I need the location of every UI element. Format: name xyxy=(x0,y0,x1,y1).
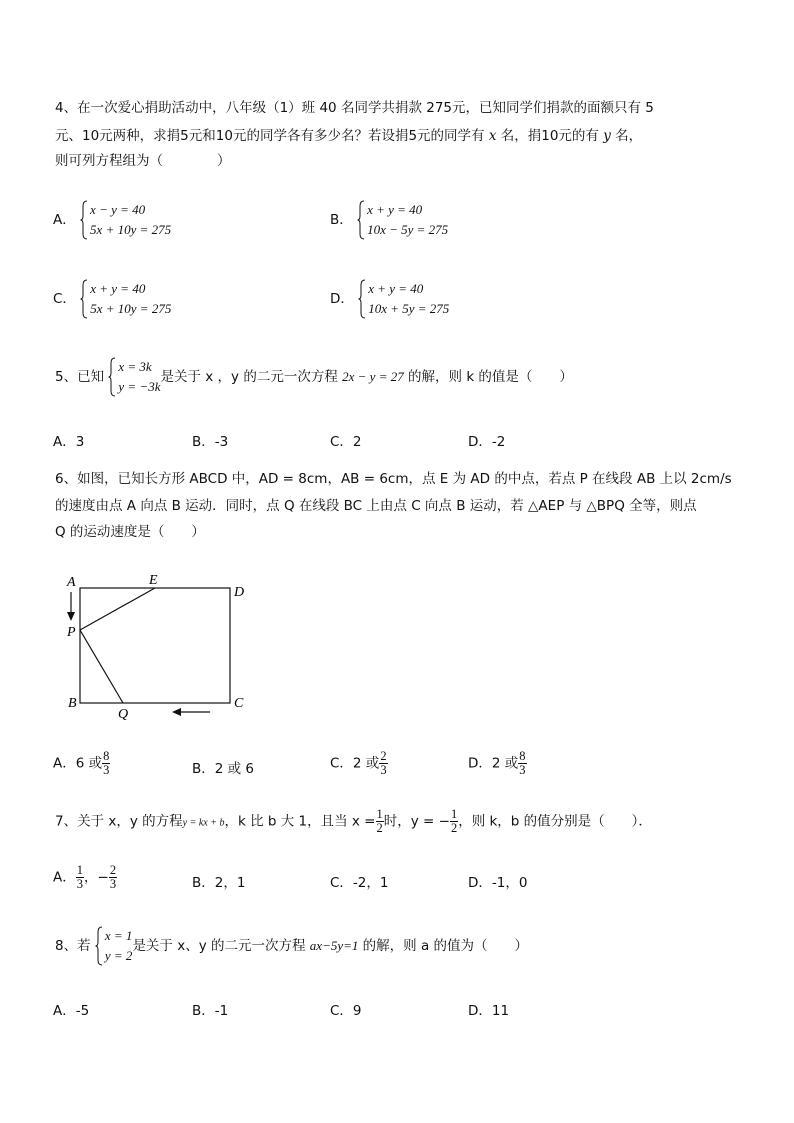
q8-option-c[interactable]: C．9 xyxy=(330,1003,362,1019)
q7-option-b[interactable]: B．2，1 xyxy=(192,875,246,891)
q6-option-c[interactable] xyxy=(330,750,388,777)
q7-option-c[interactable]: C．-2，1 xyxy=(330,875,389,891)
q8-eq2: y = 2 xyxy=(104,948,133,963)
rectangle-abcd xyxy=(80,588,230,703)
brace-icon xyxy=(80,279,88,319)
q6-option-d-label: D．2 或 xyxy=(468,755,519,772)
q7-stem xyxy=(55,808,652,835)
q4-option-b-system xyxy=(357,200,448,240)
q4-text-a: 元、10元两种，求捐5元和10元的同学各有多少名？若设捐5元的同学有 xyxy=(55,128,489,144)
q5-suffix: 的解，则 k 的值是（ ） xyxy=(403,369,573,385)
q4-option-d[interactable] xyxy=(330,279,449,319)
brace-icon xyxy=(108,357,116,397)
q4-var-y: y xyxy=(603,128,611,144)
q5-option-b[interactable]: B．-3 xyxy=(192,434,229,450)
q4-option-d-system xyxy=(358,279,449,319)
q6-option-a-label: A．6 或 xyxy=(53,755,103,772)
q8-prefix: 8、若 xyxy=(55,938,91,954)
q5-option-d[interactable]: D．-2 xyxy=(468,434,506,450)
label-b: B xyxy=(68,696,77,711)
fraction-denominator: 3 xyxy=(380,763,387,777)
label-a: A xyxy=(67,575,76,590)
q7-prefix: 7、关于 x，y 的方程 xyxy=(55,813,183,830)
segment-pq xyxy=(80,630,123,703)
segment-pe xyxy=(80,588,155,630)
q5-system xyxy=(108,357,160,397)
brace-icon xyxy=(357,200,365,240)
q7-fraction-1 xyxy=(376,808,384,835)
q4-option-b-eq2: 10x − 5y = 275 xyxy=(367,222,449,237)
q7-suffix: ，则 k，b 的值分别是（ ）． xyxy=(458,813,652,830)
q4-option-a-system xyxy=(80,200,171,240)
q4-option-c-system xyxy=(80,279,171,319)
q4-text-b: 名，捐10元的有 xyxy=(496,128,604,144)
q4-line-3: 则可列方程组为（ ） xyxy=(55,153,231,169)
brace-icon xyxy=(358,279,366,319)
q7-mid-1: ，k 比 b 大 1，且当 x = xyxy=(224,813,376,830)
q4-option-b-label: B． xyxy=(330,212,353,228)
fraction-numerator: 1 xyxy=(376,807,383,821)
q6-line-1: 6、如图，已知长方形 ABCD 中，AD = 8cm，AB = 6cm，点 E 为 AD 的中点，若点 P 在线段 AB 上以 2cm/s xyxy=(55,471,732,487)
q5-equation: 2x − y = 27 xyxy=(342,369,404,384)
q6-line-2: 的速度由点 A 向点 B 运动．同时，点 Q 在线段 BC 上由点 C 向点 B 运动，若 △AEP 与 △BPQ 全等，则点 xyxy=(55,498,697,514)
q8-option-b[interactable]: B．-1 xyxy=(192,1003,229,1019)
fraction-denominator: 3 xyxy=(76,877,83,891)
q8-middle: 是关于 x、y 的二元一次方程 xyxy=(132,938,310,954)
label-e: E xyxy=(149,573,158,588)
q7-mid-2: 时，y = − xyxy=(383,813,450,830)
q5-option-a[interactable]: A．3 xyxy=(53,434,85,450)
q5-prefix: 5、已知 xyxy=(55,369,105,385)
q7-option-d[interactable]: D．-1，0 xyxy=(468,875,528,891)
fraction-denominator: 2 xyxy=(450,821,458,835)
q5-eq2: y = −3k xyxy=(118,379,161,394)
fraction-denominator: 2 xyxy=(376,821,383,835)
q7-option-a-fraction-1 xyxy=(76,864,84,891)
q6-option-a-fraction xyxy=(102,750,110,777)
q4-option-c-eq1: x + y = 40 xyxy=(90,281,146,296)
q6-option-c-fraction xyxy=(379,750,387,777)
q4-option-b-eq1: x + y = 40 xyxy=(367,202,423,217)
q5-middle: 是关于 x ，y 的二元一次方程 xyxy=(160,369,343,385)
q5-option-c[interactable]: C．2 xyxy=(330,434,362,450)
fraction-denominator: 3 xyxy=(109,877,117,891)
q8-suffix: 的解，则 a 的值为（ ） xyxy=(358,938,529,954)
q4-option-d-eq1: x + y = 40 xyxy=(368,281,424,296)
q7-option-a-separator: ，− xyxy=(84,869,109,886)
q6-option-c-label: C．2 或 xyxy=(330,755,380,772)
q8-equation: ax−5y=1 xyxy=(309,938,359,953)
fraction-numerator: 8 xyxy=(519,749,526,763)
q6-option-d-fraction xyxy=(518,750,526,777)
q8-option-a[interactable]: A．-5 xyxy=(53,1003,90,1019)
q5-eq1: x = 3k xyxy=(118,359,152,374)
q4-option-a-label: A． xyxy=(53,212,76,228)
q6-option-d[interactable] xyxy=(468,750,527,777)
q4-option-a[interactable] xyxy=(53,200,171,240)
fraction-numerator: 2 xyxy=(109,863,117,877)
q4-option-c-label: C． xyxy=(53,291,76,307)
q4-option-b[interactable] xyxy=(330,200,448,240)
q7-option-a-label: A． xyxy=(53,869,76,886)
q4-option-d-label: D． xyxy=(330,291,354,307)
fraction-denominator: 3 xyxy=(519,763,526,777)
label-p: P xyxy=(67,625,76,640)
q7-equation: y = kx + b xyxy=(182,817,225,829)
arrow-left-icon xyxy=(172,708,181,716)
q4-option-a-eq2: 5x + 10y = 275 xyxy=(90,222,172,237)
q8-system xyxy=(95,926,133,966)
q6-option-b[interactable]: B．2 或 6 xyxy=(192,761,255,777)
label-q: Q xyxy=(118,707,129,722)
q4-option-a-eq1: x − y = 40 xyxy=(90,202,146,217)
q4-option-c-eq2: 5x + 10y = 275 xyxy=(90,301,172,316)
q4-var-x: x xyxy=(488,128,497,144)
q8-eq1: x = 1 xyxy=(104,928,133,943)
fraction-numerator: 8 xyxy=(103,749,110,763)
q4-line-2 xyxy=(55,126,642,146)
q4-option-c[interactable] xyxy=(53,279,171,319)
fraction-denominator: 3 xyxy=(103,763,110,777)
q5-stem xyxy=(55,357,573,397)
q7-option-a[interactable] xyxy=(53,864,117,891)
q4-text-c: 名， xyxy=(610,128,643,144)
q7-fraction-2 xyxy=(450,808,458,835)
q8-option-d[interactable]: D．11 xyxy=(468,1003,510,1019)
q6-line-3: Q 的运动速度是（ ） xyxy=(55,524,205,540)
q6-figure xyxy=(60,570,260,725)
fraction-numerator: 1 xyxy=(450,807,458,821)
fraction-numerator: 1 xyxy=(76,863,83,877)
arrow-down-icon xyxy=(67,612,75,621)
label-c: C xyxy=(234,696,244,711)
q4-line-1: 4、在一次爱心捐助活动中，八年级（1）班 40 名同学共捐款 275元，已知同学们捐款的面额只有 5 xyxy=(55,100,654,116)
q4-option-d-eq2: 10x + 5y = 275 xyxy=(368,301,450,316)
q8-stem xyxy=(55,926,528,966)
brace-icon xyxy=(80,200,88,240)
q6-option-a[interactable] xyxy=(53,750,110,777)
brace-icon xyxy=(95,926,103,966)
q7-option-a-fraction-2 xyxy=(109,864,117,891)
fraction-numerator: 2 xyxy=(380,749,387,763)
label-d: D xyxy=(234,585,245,600)
